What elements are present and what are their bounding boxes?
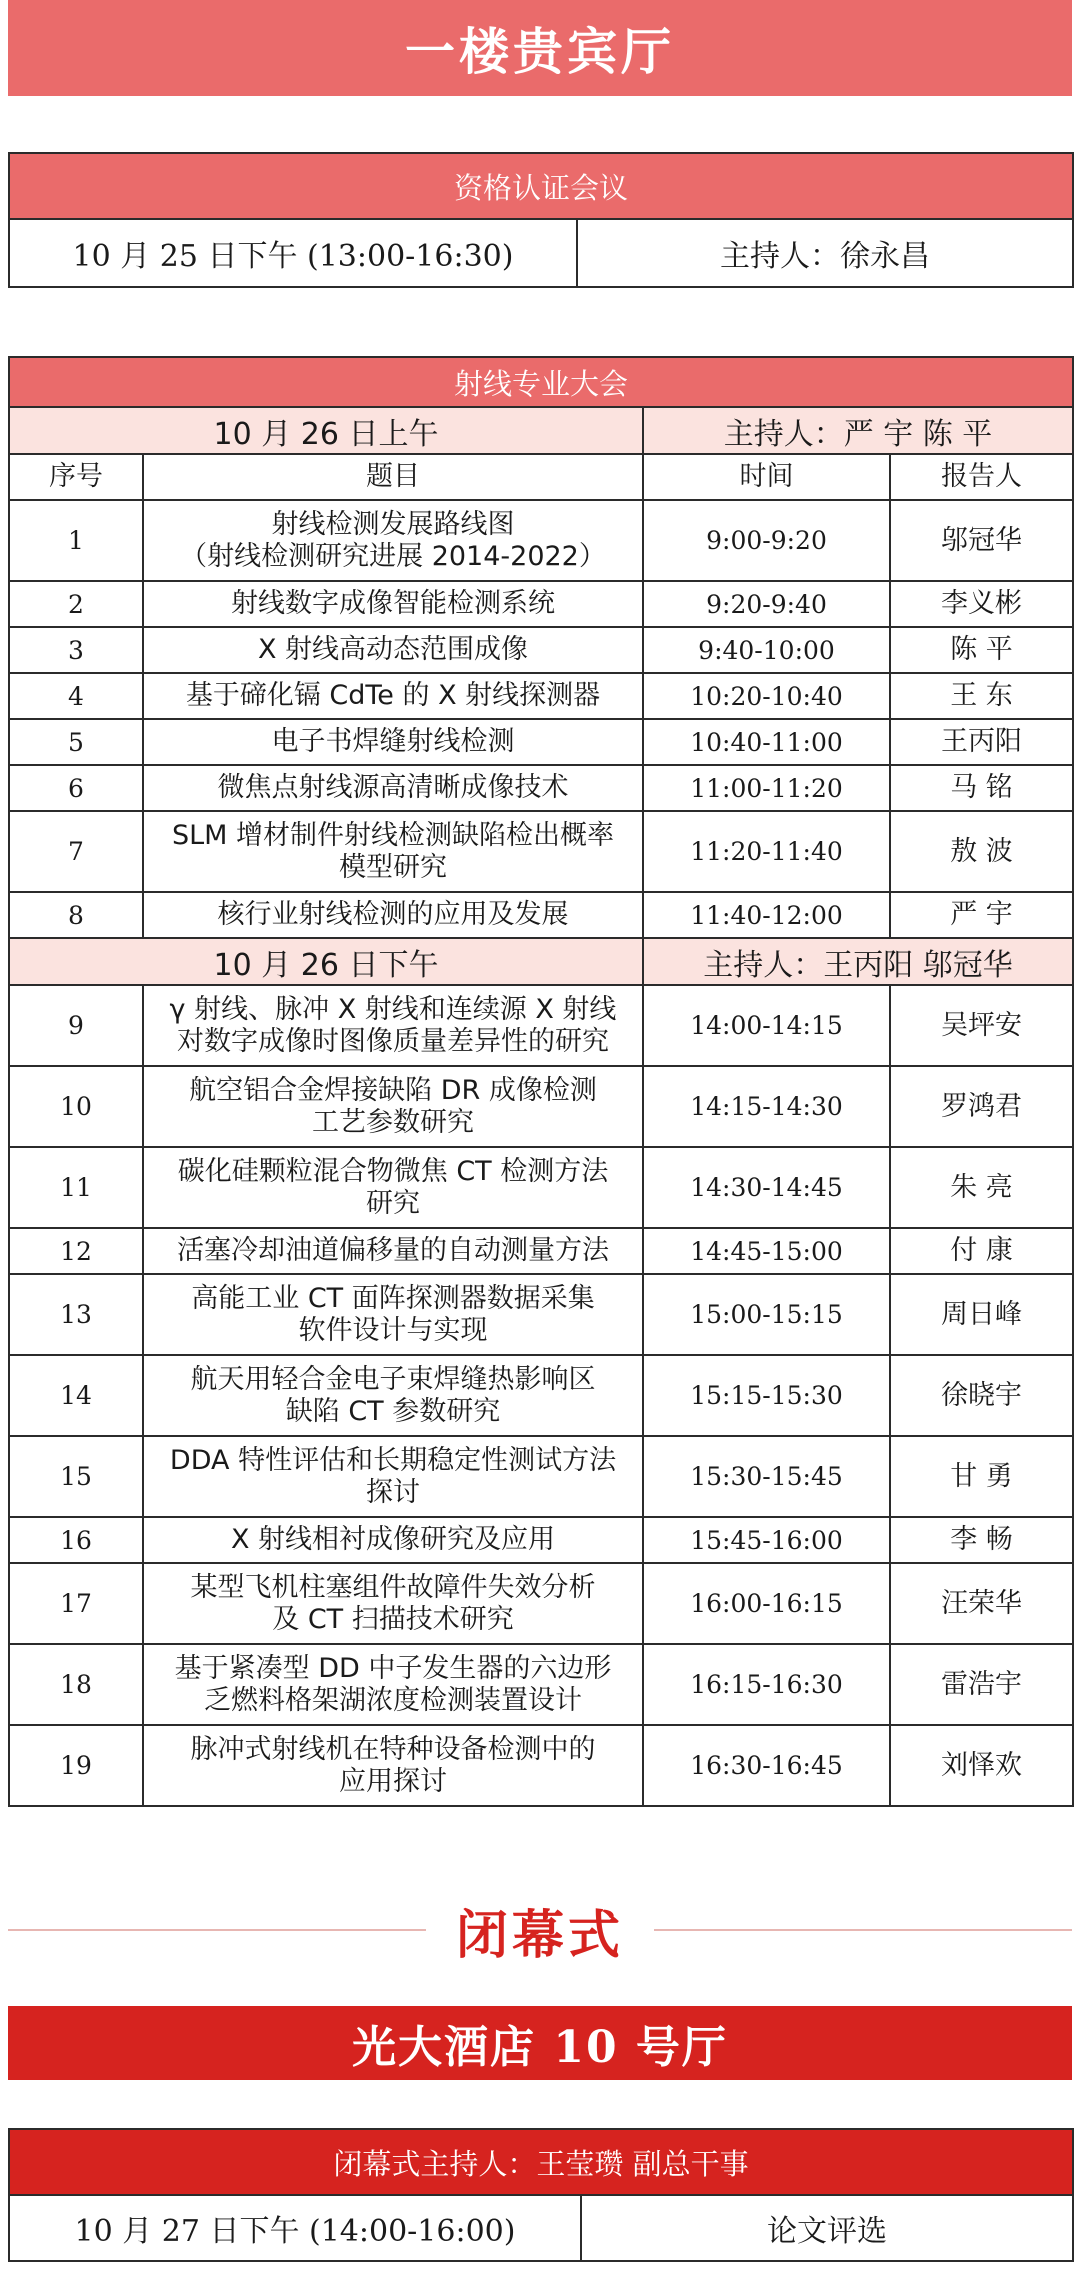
row-number: 10 (9, 1066, 143, 1147)
row-time: 9:40-10:00 (643, 627, 890, 673)
row-topic: 电子书焊缝射线检测 (143, 719, 643, 765)
row-topic: 射线数字成像智能检测系统 (143, 581, 643, 627)
row-time: 16:30-16:45 (643, 1725, 890, 1806)
row-number: 13 (9, 1274, 143, 1355)
row-topic: 碳化硅颗粒混合物微焦 CT 检测方法 研究 (143, 1147, 643, 1228)
table-row (9, 1274, 1073, 1355)
row-number: 4 (9, 673, 143, 719)
venue-title: 光大酒店 10 号厅 (352, 2022, 728, 2073)
divider-line-left (8, 1929, 426, 1931)
table-row (9, 1066, 1073, 1147)
am-session-label: 10 月 26 日上午 (9, 407, 643, 454)
qualification-host: 主持人：徐永昌 (577, 219, 1073, 287)
table-row (9, 1517, 1073, 1563)
row-time: 14:45-15:00 (643, 1228, 890, 1274)
table-row (9, 1355, 1073, 1436)
row-number: 19 (9, 1725, 143, 1806)
qualification-table (8, 152, 1074, 288)
row-time: 15:15-15:30 (643, 1355, 890, 1436)
row-speaker: 李义彬 (890, 581, 1073, 627)
row-topic: 某型飞机柱塞组件故障件失效分析 及 CT 扫描技术研究 (143, 1563, 643, 1644)
row-number: 1 (9, 500, 143, 581)
row-time: 11:00-11:20 (643, 765, 890, 811)
table-row (9, 719, 1073, 765)
table-row (9, 500, 1073, 581)
row-speaker: 邬冠华 (890, 500, 1073, 581)
row-number: 11 (9, 1147, 143, 1228)
row-time: 11:20-11:40 (643, 811, 890, 892)
row-time: 16:15-16:30 (643, 1644, 890, 1725)
am-session-row (9, 407, 1073, 454)
row-number: 16 (9, 1517, 143, 1563)
row-speaker: 付 康 (890, 1228, 1073, 1274)
row-speaker: 王 东 (890, 673, 1073, 719)
row-speaker: 李 畅 (890, 1517, 1073, 1563)
row-topic: 基于碲化镉 CdTe 的 X 射线探测器 (143, 673, 643, 719)
row-time: 15:45-16:00 (643, 1517, 890, 1563)
row-time: 14:15-14:30 (643, 1066, 890, 1147)
table-row (9, 985, 1073, 1066)
row-time: 15:30-15:45 (643, 1436, 890, 1517)
row-topic: DDA 特性评估和长期稳定性测试方法 探讨 (143, 1436, 643, 1517)
row-speaker: 吴坪安 (890, 985, 1073, 1066)
row-topic: 高能工业 CT 面阵探测器数据采集 软件设计与实现 (143, 1274, 643, 1355)
row-speaker: 雷浩宇 (890, 1644, 1073, 1725)
header-speaker: 报告人 (890, 454, 1073, 500)
row-topic: 射线检测发展路线图 （射线检测研究进展 2014-2022） (143, 500, 643, 581)
row-number: 18 (9, 1644, 143, 1725)
column-header-row (9, 454, 1073, 500)
row-speaker: 王丙阳 (890, 719, 1073, 765)
ray-title: 射线专业大会 (9, 357, 1073, 407)
header-no: 序号 (9, 454, 143, 500)
row-topic: X 射线高动态范围成像 (143, 627, 643, 673)
row-number: 6 (9, 765, 143, 811)
venue-banner (8, 2006, 1072, 2080)
row-topic: 航空铝合金焊接缺陷 DR 成像检测 工艺参数研究 (143, 1066, 643, 1147)
row-topic: 航天用轻合金电子束焊缝热影响区 缺陷 CT 参数研究 (143, 1355, 643, 1436)
table-row (9, 765, 1073, 811)
row-time: 15:00-15:15 (643, 1274, 890, 1355)
qualification-title: 资格认证会议 (9, 153, 1073, 219)
header-time: 时间 (643, 454, 890, 500)
row-number: 7 (9, 811, 143, 892)
table-row (9, 673, 1073, 719)
divider-line-right (654, 1929, 1072, 1931)
row-time: 14:30-14:45 (643, 1147, 890, 1228)
row-time: 9:20-9:40 (643, 581, 890, 627)
row-time: 16:00-16:15 (643, 1563, 890, 1644)
header-topic: 题目 (143, 454, 643, 500)
hall-banner (8, 0, 1072, 96)
ray-header-row (9, 357, 1073, 407)
row-time: 14:00-14:15 (643, 985, 890, 1066)
row-speaker: 汪荣华 (890, 1563, 1073, 1644)
closing-divider (0, 1895, 1080, 1965)
row-speaker: 周日峰 (890, 1274, 1073, 1355)
row-number: 15 (9, 1436, 143, 1517)
row-speaker: 罗鸿君 (890, 1066, 1073, 1147)
closing-event: 论文评选 (581, 2195, 1073, 2261)
table-row (9, 1563, 1073, 1644)
closing-header-row (9, 2129, 1073, 2195)
row-number: 3 (9, 627, 143, 673)
row-topic: 基于紧凑型 DD 中子发生器的六边形 乏燃料格架湖浓度检测装置设计 (143, 1644, 643, 1725)
row-number: 9 (9, 985, 143, 1066)
ray-session-body (9, 357, 1073, 1806)
table-row (9, 811, 1073, 892)
closing-title: 闭幕式 (456, 1904, 625, 1966)
hall-title: 一楼贵宾厅 (405, 22, 675, 81)
row-number: 2 (9, 581, 143, 627)
row-time: 10:40-11:00 (643, 719, 890, 765)
row-speaker: 陈 平 (890, 627, 1073, 673)
row-time: 9:00-9:20 (643, 500, 890, 581)
row-speaker: 刘怿欢 (890, 1725, 1073, 1806)
pm-session-row (9, 938, 1073, 985)
ray-session-table (8, 356, 1074, 1807)
pm-session-host: 主持人：王丙阳 邬冠华 (643, 938, 1073, 985)
row-number: 17 (9, 1563, 143, 1644)
am-session-host: 主持人：严 宇 陈 平 (643, 407, 1073, 454)
row-topic: 核行业射线检测的应用及发展 (143, 892, 643, 938)
closing-table (8, 2128, 1074, 2262)
row-speaker: 马 铭 (890, 765, 1073, 811)
closing-time: 10 月 27 日下午 (14:00-16:00) (9, 2195, 581, 2261)
row-topic: γ 射线、脉冲 X 射线和连续源 X 射线 对数字成像时图像质量差异性的研究 (143, 985, 643, 1066)
row-number: 14 (9, 1355, 143, 1436)
row-speaker: 甘 勇 (890, 1436, 1073, 1517)
row-speaker: 朱 亮 (890, 1147, 1073, 1228)
closing-info-row (9, 2195, 1073, 2261)
row-topic: 脉冲式射线机在特种设备检测中的 应用探讨 (143, 1725, 643, 1806)
pm-session-label: 10 月 26 日下午 (9, 938, 643, 985)
table-row (9, 892, 1073, 938)
table-row (9, 1644, 1073, 1725)
row-speaker: 敖 波 (890, 811, 1073, 892)
row-number: 12 (9, 1228, 143, 1274)
row-time: 11:40-12:00 (643, 892, 890, 938)
row-number: 5 (9, 719, 143, 765)
row-topic: 微焦点射线源高清晰成像技术 (143, 765, 643, 811)
table-row (9, 1228, 1073, 1274)
row-number: 8 (9, 892, 143, 938)
row-time: 10:20-10:40 (643, 673, 890, 719)
qualification-header-row (9, 153, 1073, 219)
row-speaker: 徐晓宇 (890, 1355, 1073, 1436)
row-topic: SLM 增材制件射线检测缺陷检出概率 模型研究 (143, 811, 643, 892)
table-row (9, 1436, 1073, 1517)
row-topic: 活塞冷却油道偏移量的自动测量方法 (143, 1228, 643, 1274)
table-row (9, 1725, 1073, 1806)
qualification-time: 10 月 25 日下午 (13:00-16:30) (9, 219, 577, 287)
row-topic: X 射线相衬成像研究及应用 (143, 1517, 643, 1563)
table-row (9, 627, 1073, 673)
table-row (9, 1147, 1073, 1228)
row-speaker: 严 宇 (890, 892, 1073, 938)
closing-host: 闭幕式主持人：王莹瓒 副总干事 (9, 2129, 1073, 2195)
qualification-info-row (9, 219, 1073, 287)
table-row (9, 581, 1073, 627)
